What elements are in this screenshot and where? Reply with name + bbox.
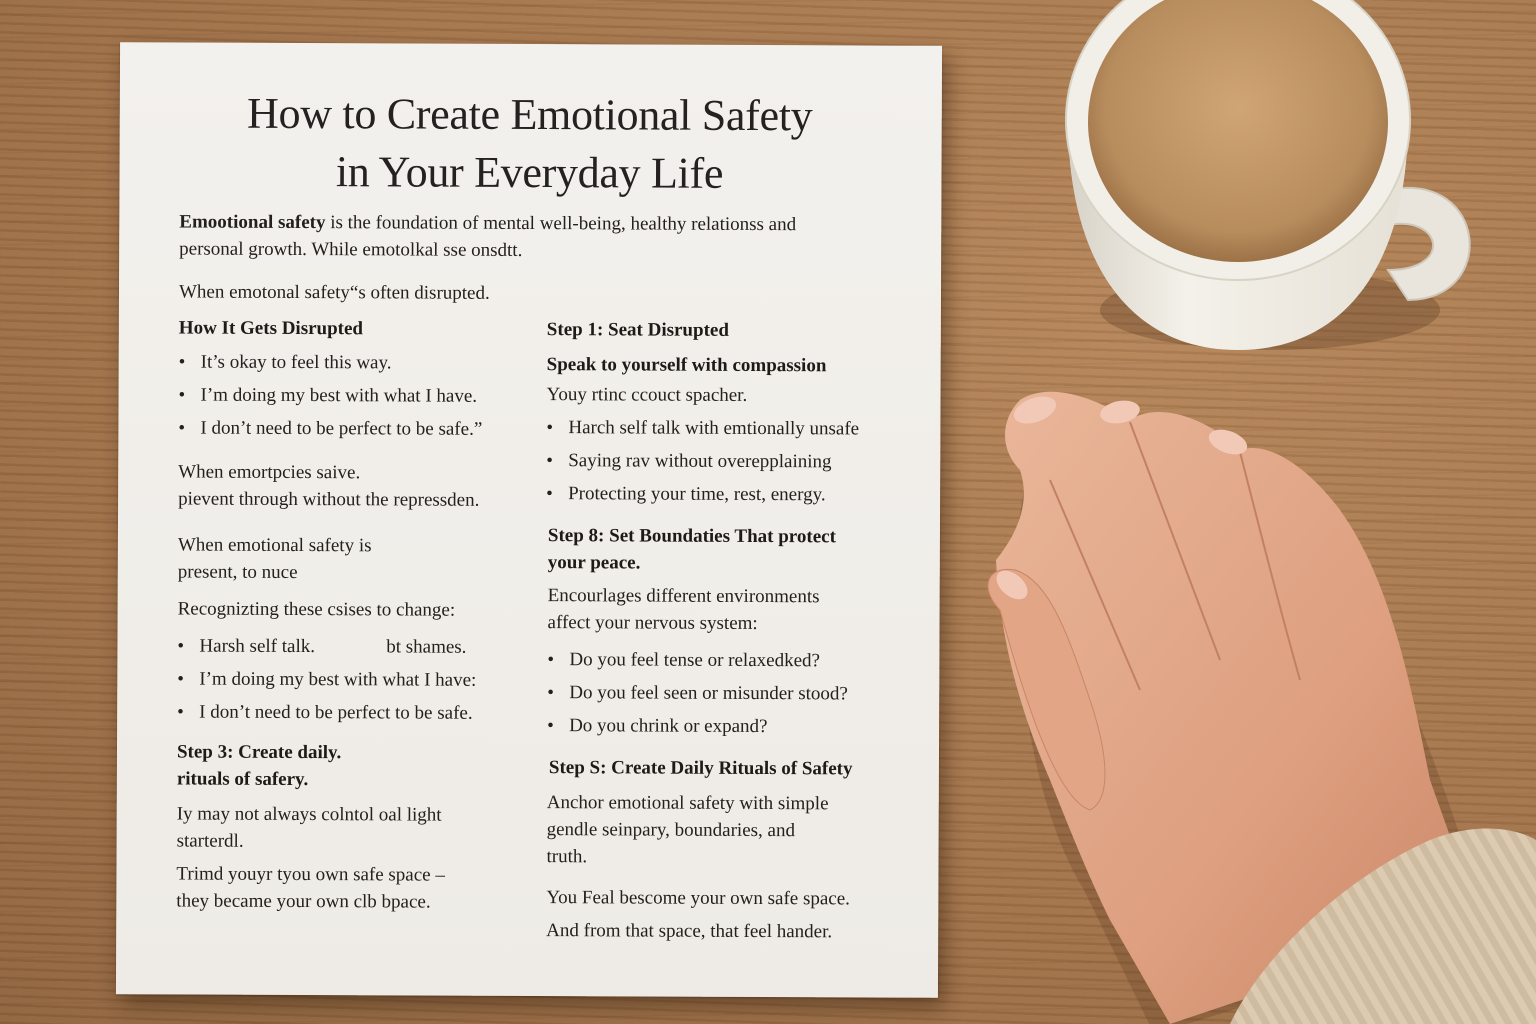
list-item: • Do you chrink or expand?	[547, 712, 887, 746]
paper-sheet	[116, 42, 942, 998]
speak-with-compassion: Speak to yourself with compassion	[546, 354, 827, 377]
coffee-mug-icon	[1058, 0, 1478, 360]
left-paragraph-b	[178, 531, 518, 586]
list-item: • I don’t need to be perfect to be safe.”	[178, 414, 518, 448]
para-c-line-2: starterdl.	[176, 830, 244, 852]
page-title	[159, 84, 899, 203]
right-bullet-list-1	[546, 414, 886, 514]
intro-line-2: personal growth. While emotolkal sse onsdtt.	[179, 238, 523, 261]
list-item: • I’m doing my best with what I have.	[178, 381, 518, 415]
list-item: • Saying rav without overepplaining	[546, 447, 886, 481]
para-b-line-2: present, to nuce	[177, 561, 298, 583]
left-bullet-list-2	[177, 632, 517, 732]
anchor-line-1: Anchor emotional safety with simple	[546, 792, 829, 815]
encourages-paragraph	[547, 582, 887, 637]
hand-icon	[960, 360, 1536, 1024]
right-bullet-list-2	[547, 646, 887, 746]
step8-line-1: Step 8: Set Boundaties That protect	[547, 525, 836, 548]
heading-step-1: Step 1: Seat Disrupted	[546, 319, 729, 341]
list-item: • Harsh self talk. bt shames.	[177, 632, 517, 666]
list-item: • Do you feel seen or misunder stood?	[547, 679, 887, 713]
closing-paragraph	[546, 884, 886, 945]
left-paragraph-c	[177, 800, 517, 855]
left-paragraph-a	[178, 458, 538, 514]
step3-line-1: Step 3: Create daily.	[176, 741, 342, 764]
para-a-line-2: pievent through without the repressden.	[178, 488, 480, 511]
disrupted-note: When emotonal safety“s often disrupted.	[178, 281, 490, 304]
heading-step-5: Step S: Create Daily Rituals of Safety	[548, 757, 853, 780]
list-item: • Harch self talk with emtionally unsafe	[546, 414, 886, 448]
anchor-line-3: truth.	[546, 846, 588, 868]
step8-line-2: your peace.	[547, 552, 641, 574]
youy-text: Youy rtinc ccouct spacher.	[546, 384, 748, 406]
para-d-line-1: Trimd youyr tyou own safe space –	[176, 863, 445, 886]
heading-step-8	[548, 522, 888, 577]
encourages-line-1: Encourlages different environments	[547, 585, 820, 608]
para-b-line-1: When emotional safety is	[177, 534, 372, 557]
para-c-line-1: Iy may not always colntol oal light	[176, 803, 442, 826]
left-paragraph-d	[176, 860, 516, 915]
anchor-line-2: gendle seinpary, boundaries, and	[546, 819, 796, 842]
closing-line-2: And from that space, that feel hander.	[546, 920, 833, 943]
list-item: • I don’t need to be perfect to be safe.	[177, 698, 517, 732]
list-item: • Protecting your time, rest, energy.	[546, 480, 886, 514]
intro-lead: Emootional safety	[179, 211, 326, 234]
para-a-line-1: When emortpcies saive.	[178, 461, 361, 484]
left-bullet-list-1	[178, 348, 518, 448]
recognizing-text: Recognizting these csises to change:	[177, 598, 456, 621]
intro-paragraph	[179, 208, 899, 265]
para-d-line-2: they became your own clb bpace.	[176, 890, 431, 913]
heading-how-it-gets-disrupted: How It Gets Disrupted	[178, 317, 364, 340]
intro-rest: is the foundation of mental well-being, healthy relationss and	[325, 212, 797, 236]
title-line-1: How to Create Emotional Safety	[247, 88, 813, 141]
step3-line-2: rituals of safery.	[176, 768, 309, 791]
list-item: • Do you feel tense or relaxedked?	[547, 646, 887, 680]
title-line-2: in Your Everyday Life	[335, 147, 724, 198]
encourages-line-2: affect your nervous system:	[547, 612, 758, 634]
heading-step-3	[177, 738, 342, 793]
intro-line-1	[179, 208, 899, 238]
closing-line-1: You Feal bescome your own safe space.	[546, 887, 850, 910]
list-item: • It’s okay to feel this way.	[179, 348, 519, 382]
anchor-paragraph	[546, 789, 886, 871]
list-item: • I’m doing my best with what I have:	[177, 665, 517, 699]
